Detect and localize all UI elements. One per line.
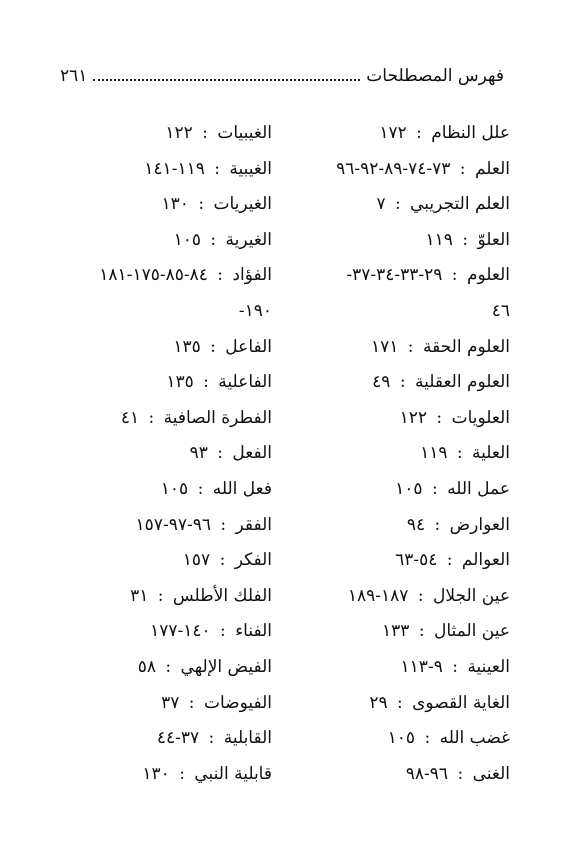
index-pages: ١٣٥	[166, 372, 194, 393]
index-pages: ١١٩	[420, 443, 448, 464]
term-separator: :	[394, 372, 411, 393]
index-pages: ١٠٥	[173, 229, 201, 250]
index-term: قابلية النبي	[194, 763, 272, 784]
term-separator: :	[204, 336, 222, 357]
term-separator: :	[446, 656, 464, 677]
index-pages: ٤١	[120, 407, 140, 428]
index-pages: ١٠٥	[160, 478, 189, 499]
index-term: الغيبيات	[217, 123, 272, 143]
index-entry	[62, 405, 272, 441]
index-entry	[62, 191, 272, 227]
index-pages: ١٣٣	[382, 621, 410, 642]
index-term: الفلك الأطلس	[172, 585, 272, 606]
index-entry	[62, 227, 272, 263]
index-term: الفعل	[232, 443, 272, 464]
term-separator: :	[173, 763, 191, 784]
index-term: عين الجلال	[433, 585, 510, 606]
index-entry	[300, 583, 510, 619]
index-entry	[300, 547, 510, 583]
index-term: الفاعل	[225, 336, 272, 357]
term-separator: :	[426, 478, 444, 499]
index-entry	[300, 654, 510, 690]
index-term: الغيبية	[229, 158, 272, 179]
term-separator: :	[203, 728, 220, 749]
index-term: غضب الله	[439, 728, 510, 749]
index-term: عين المثال	[433, 621, 510, 642]
index-entry	[300, 120, 510, 156]
term-separator: :	[412, 585, 429, 606]
page-number: ٢٦١	[60, 66, 88, 86]
index-entry	[62, 334, 272, 370]
term-separator: :	[192, 194, 210, 215]
index-column-left	[62, 120, 272, 796]
term-separator: :	[152, 585, 169, 606]
index-entry	[300, 262, 510, 298]
index-entry	[300, 334, 510, 370]
term-separator: :	[452, 763, 469, 784]
index-pages: ١٤٠-١٧٧	[150, 621, 211, 642]
index-term: العلوم	[466, 265, 510, 286]
index-entry	[300, 725, 510, 761]
index-pages: ٤٩	[372, 372, 391, 393]
index-term: الفكر	[234, 550, 272, 571]
index-term: العلية	[472, 443, 510, 464]
index-entry	[62, 725, 272, 761]
term-separator: :	[410, 123, 428, 143]
index-term: الغيريات	[213, 194, 272, 215]
index-term: الفقر	[235, 514, 272, 535]
index-entry	[300, 298, 510, 334]
index-entry	[300, 618, 510, 654]
index-term: الغنى	[472, 763, 510, 784]
index-term: العلم	[474, 158, 510, 179]
index-entry	[300, 476, 510, 512]
index-entry	[300, 440, 510, 476]
index-pages: ١٢٢	[165, 123, 193, 143]
index-entry	[62, 262, 272, 298]
index-entry	[62, 156, 272, 192]
term-separator: :	[456, 229, 474, 250]
term-separator: :	[441, 550, 458, 571]
index-term: الفيض الإلهي	[180, 656, 272, 677]
index-term: العوارض	[449, 514, 510, 535]
index-entry	[62, 583, 272, 619]
dot-leader	[93, 79, 360, 81]
index-pages: ١٥٧	[182, 550, 211, 571]
term-separator: :	[211, 443, 229, 464]
term-separator: :	[454, 158, 471, 179]
index-pages: ١٠٥	[395, 478, 423, 499]
term-separator: :	[413, 621, 430, 642]
index-entry	[300, 227, 510, 263]
term-separator: :	[214, 514, 232, 535]
index-entry	[300, 369, 510, 405]
index-term: العلوّ	[477, 229, 510, 250]
index-pages: ١١٩-١٤١	[144, 158, 205, 179]
term-separator: :	[208, 158, 226, 179]
index-pages: ١٨٧-١٨٩	[347, 585, 409, 606]
index-term: الغيرية	[225, 229, 272, 250]
index-term: علل النظام	[431, 123, 510, 143]
index-column-right	[300, 120, 510, 796]
index-pages: ٣١	[130, 585, 149, 606]
term-separator: :	[446, 265, 463, 286]
index-pages: ٩٤	[406, 514, 426, 535]
index-pages: ١١٩	[425, 229, 453, 250]
index-entry	[62, 761, 272, 797]
term-separator: :	[419, 728, 436, 749]
header-title: فهرس المصطلحات	[366, 66, 504, 86]
index-entry	[62, 440, 272, 476]
index-pages: ٨٤-٨٥-١٧٥-١٨١	[99, 265, 208, 286]
index-entry	[62, 654, 272, 690]
term-separator: :	[196, 123, 214, 143]
index-entry	[62, 512, 272, 548]
index-term: الفطرة الصافية	[163, 407, 272, 428]
term-separator: :	[197, 372, 215, 393]
index-term: العلوم الحقة	[422, 336, 510, 357]
index-pages: ٩٦-٩٧-١٥٧	[135, 514, 211, 535]
index-term: عمل الله	[447, 478, 510, 499]
term-separator: :	[402, 336, 419, 357]
index-term: الفيوضات	[203, 692, 272, 713]
index-entry	[300, 191, 510, 227]
term-separator: :	[214, 621, 232, 642]
index-term: الفاعلية	[218, 372, 272, 393]
term-separator: :	[159, 656, 177, 677]
term-separator: :	[214, 550, 231, 571]
index-pages: ٥٤-٦٣	[395, 550, 438, 571]
term-separator: :	[183, 692, 200, 713]
index-pages: ٩-١١٣	[400, 656, 443, 677]
index-term: فعل الله	[212, 478, 272, 499]
index-pages: ١٣٠	[161, 194, 189, 215]
term-separator: :	[143, 407, 160, 428]
term-separator: :	[204, 229, 222, 250]
index-pages: ٧٣-٧٤-٨٩-٩٢-٩٦	[336, 158, 451, 179]
index-pages: ٢٩	[369, 692, 388, 713]
index-entry	[300, 761, 510, 797]
index-pages: ٣٧	[161, 692, 180, 713]
index-entry	[62, 298, 272, 334]
index-pages: ٩٦-٩٨	[405, 763, 449, 784]
index-pages: ١٩٠-	[238, 300, 272, 321]
index-entry	[62, 120, 272, 156]
index-term: العلم التجريبي	[410, 194, 510, 215]
index-pages: ٢٩-٣٣-٣٤-٣٧-	[346, 265, 443, 286]
term-separator: :	[192, 478, 209, 499]
index-pages: ١٢٢	[399, 407, 428, 428]
term-separator: :	[389, 194, 407, 215]
index-entry	[62, 369, 272, 405]
term-separator: :	[431, 407, 448, 428]
term-separator: :	[429, 514, 446, 535]
index-term: العلويات	[451, 407, 510, 428]
index-entry	[62, 547, 272, 583]
index-pages: ١٣٠	[142, 763, 170, 784]
index-term: الفؤاد	[232, 265, 272, 286]
index-term: العلوم العقلية	[414, 372, 510, 393]
term-separator: :	[451, 443, 469, 464]
index-pages: ١٧٢	[379, 123, 407, 143]
index-term: الفناء	[235, 621, 272, 642]
index-entry	[62, 618, 272, 654]
term-separator: :	[391, 692, 409, 713]
index-term: القابلية	[223, 728, 272, 749]
index-pages: ٧	[376, 194, 386, 215]
index-pages: ٣٧-٤٤	[156, 728, 200, 749]
index-pages: ١٧١	[371, 336, 399, 357]
index-entry	[300, 690, 510, 726]
term-separator: :	[211, 265, 229, 286]
index-pages: ١٣٥	[173, 336, 201, 357]
index-term: العينية	[467, 656, 510, 677]
index-pages: ٩٣	[189, 443, 208, 464]
index-entry	[300, 405, 510, 441]
running-header	[60, 66, 504, 96]
index-pages: ٥٨	[137, 656, 156, 677]
index-entry	[62, 690, 272, 726]
index-entry	[300, 156, 510, 192]
index-pages: ٤٦	[491, 300, 510, 321]
index-entry	[300, 512, 510, 548]
index-entry	[62, 476, 272, 512]
index-term: العوالم	[461, 550, 510, 571]
index-term: الغاية القصوى	[412, 692, 510, 713]
index-pages: ١٠٥	[387, 728, 416, 749]
